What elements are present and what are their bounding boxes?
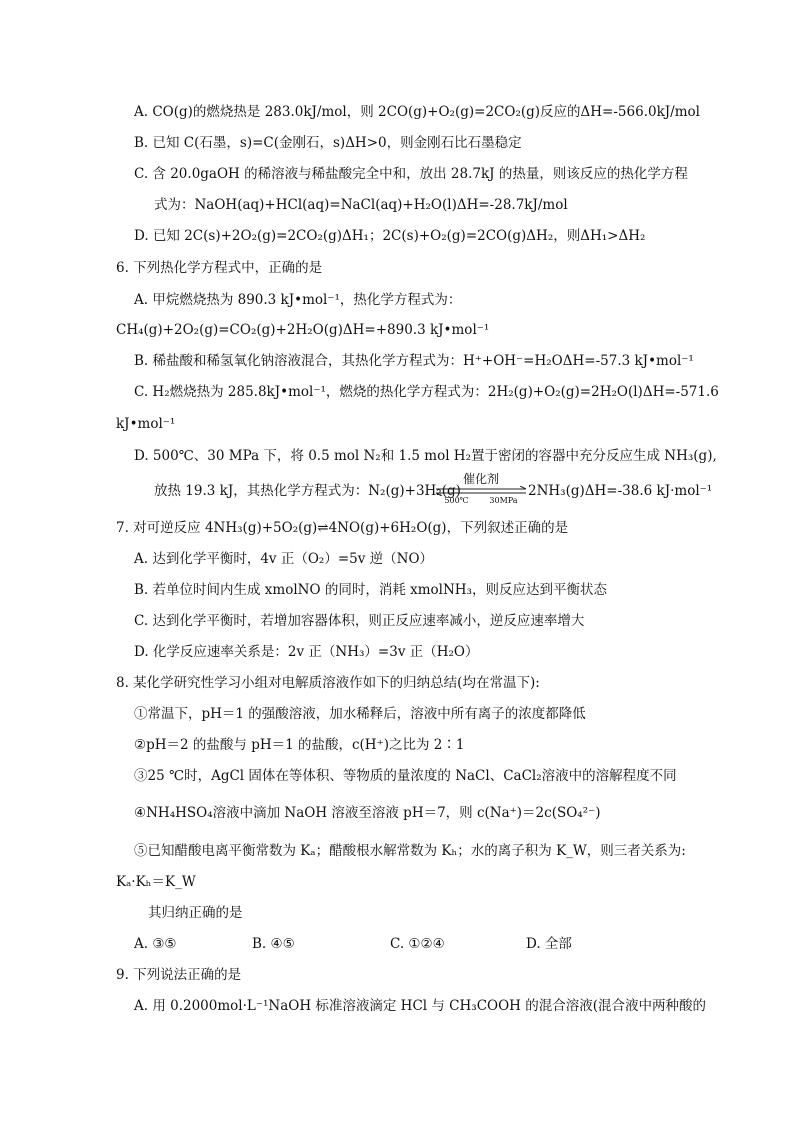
q8-options — [134, 934, 694, 954]
q7-option-c: C. 达到化学平衡时，若增加容器体积，则正反应速率减小，逆反应速率增大 — [134, 613, 585, 629]
equilibrium-arrow-icon — [434, 486, 528, 496]
q7-option-d: D. 化学反应速率关系是：2v 正（NH₃）=3v 正（H₂O） — [134, 644, 479, 660]
q9-option-a-line1: A. 用 0.2000mol·L⁻¹NaOH 标准溶液滴定 HCl 与 CH₃COOH 的混合溶液(混合液中两种酸的 — [134, 998, 706, 1014]
q7-option-a: A. 达到化学平衡时，4v 正（O₂）=5v 逆（NO） — [134, 551, 434, 567]
q5-option-c-line1: C. 含 20.0gaOH 的稀溶液与稀盐酸完全中和，放出 28.7kJ 的热量，则该反应的热化学方程 — [134, 166, 688, 182]
q8-statement-5-line1: ⑤已知醋酸电离平衡常数为 Kₐ；醋酸根水解常数为 Kₕ；水的离子积为 K_W，则三者关系为: — [134, 843, 686, 859]
q8-option-b: B. ④⑤ — [252, 936, 295, 952]
pressure-condition: 30MPa — [489, 496, 518, 505]
q6-option-d-line1: D. 500℃、30 MPa 下，将 0.5 mol N₂和 1.5 mol H₂置于密闭的容器中充分反应生成 NH₃(g), — [134, 448, 717, 464]
q5-option-b: B. 已知 C(石墨，s)=C(金刚石，s)ΔH>0，则金刚石比石墨稳定 — [134, 135, 522, 151]
q8-stem: 8. 某化学研究性学习小组对电解质溶液作如下的归纳总结(均在常温下): — [116, 675, 540, 691]
q8-option-a: A. ③⑤ — [134, 936, 177, 952]
q8-statement-3: ③25 ℃时，AgCl 固体在等体积、等物质的量浓度的 NaCl、CaCl₂溶液中的溶解程度不同 — [134, 768, 677, 784]
q6-option-b: B. 稀盐酸和稀氢氧化钠溶液混合，其热化学方程式为：H⁺+OH⁻=H₂OΔH=-57.3 kJ•mol⁻¹ — [134, 353, 694, 369]
q5-option-c-line2: 式为：NaOH(aq)+HCl(aq)=NaCl(aq)+H₂O(l)ΔH=-28.7kJ/mol — [154, 197, 568, 213]
q8-statement-4: ④NH₄HSO₄溶液中滴加 NaOH 溶液至溶液 pH＝7，则 c(Na⁺)＝2c(SO₄²⁻) — [134, 805, 601, 821]
q8-statement-1: ①常温下，pH＝1 的强酸溶液，加水稀释后，溶液中所有离子的浓度都降低 — [134, 706, 586, 722]
q6-option-d-line2-left: 放热 19.3 kJ，其热化学方程式为：N₂(g)+3H₂(g) — [154, 483, 461, 499]
q8-option-d: D. 全部 — [526, 936, 572, 952]
q8-statement-2: ②pH＝2 的盐酸与 pH＝1 的盐酸，c(H⁺)之比为 2∶1 — [134, 737, 465, 753]
q8-statement-5-line2: Kₐ·Kₕ＝K_W — [116, 874, 196, 890]
q6-option-c-line2: kJ•mol⁻¹ — [116, 416, 176, 432]
catalyst-label: 催化剂 — [462, 472, 499, 486]
reaction-arrow — [434, 470, 528, 510]
q7-stem: 7. 对可逆反应 4NH₃(g)+5O₂(g)⇌4NO(g)+6H₂O(g)，下列叙述正确的是 — [116, 520, 569, 536]
q6-option-a-line1: A. 甲烷燃烧热为 890.3 kJ•mol⁻¹，热化学方程式为： — [134, 292, 462, 308]
q8-option-c: C. ①②④ — [390, 936, 445, 952]
q6-option-a-line2: CH₄(g)+2O₂(g)=CO₂(g)+2H₂O(g)ΔH=+890.3 kJ•mol⁻¹ — [116, 322, 490, 338]
q5-option-d: D. 已知 2C(s)+2O₂(g)=2CO₂(g)ΔH₁；2C(s)+O₂(g)=2CO(g)ΔH₂，则ΔH₁>ΔH₂ — [134, 228, 646, 244]
temperature-condition: 500℃ — [444, 496, 469, 505]
q8-ask: 其归纳正确的是 — [148, 905, 243, 921]
q7-option-b: B. 若单位时间内生成 xmolNO 的同时，消耗 xmolNH₃，则反应达到平衡状态 — [134, 582, 607, 598]
q6-option-c-line1: C. H₂燃烧热为 285.8kJ•mol⁻¹，燃烧的热化学方程式为：2H₂(g)+O₂(g)=2H₂O(l)ΔH=-571.6 — [134, 384, 719, 400]
q6-stem: 6. 下列热化学方程式中，正确的是 — [116, 260, 323, 276]
q5-option-a: A. CO(g)的燃烧热是 283.0kJ/mol，则 2CO(g)+O₂(g)=2CO₂(g)反应的ΔH=-566.0kJ/mol — [134, 104, 700, 120]
q6-option-d-line2-right: 2NH₃(g)ΔH=-38.6 kJ·mol⁻¹ — [528, 483, 713, 499]
q9-stem: 9. 下列说法正确的是 — [116, 967, 242, 983]
